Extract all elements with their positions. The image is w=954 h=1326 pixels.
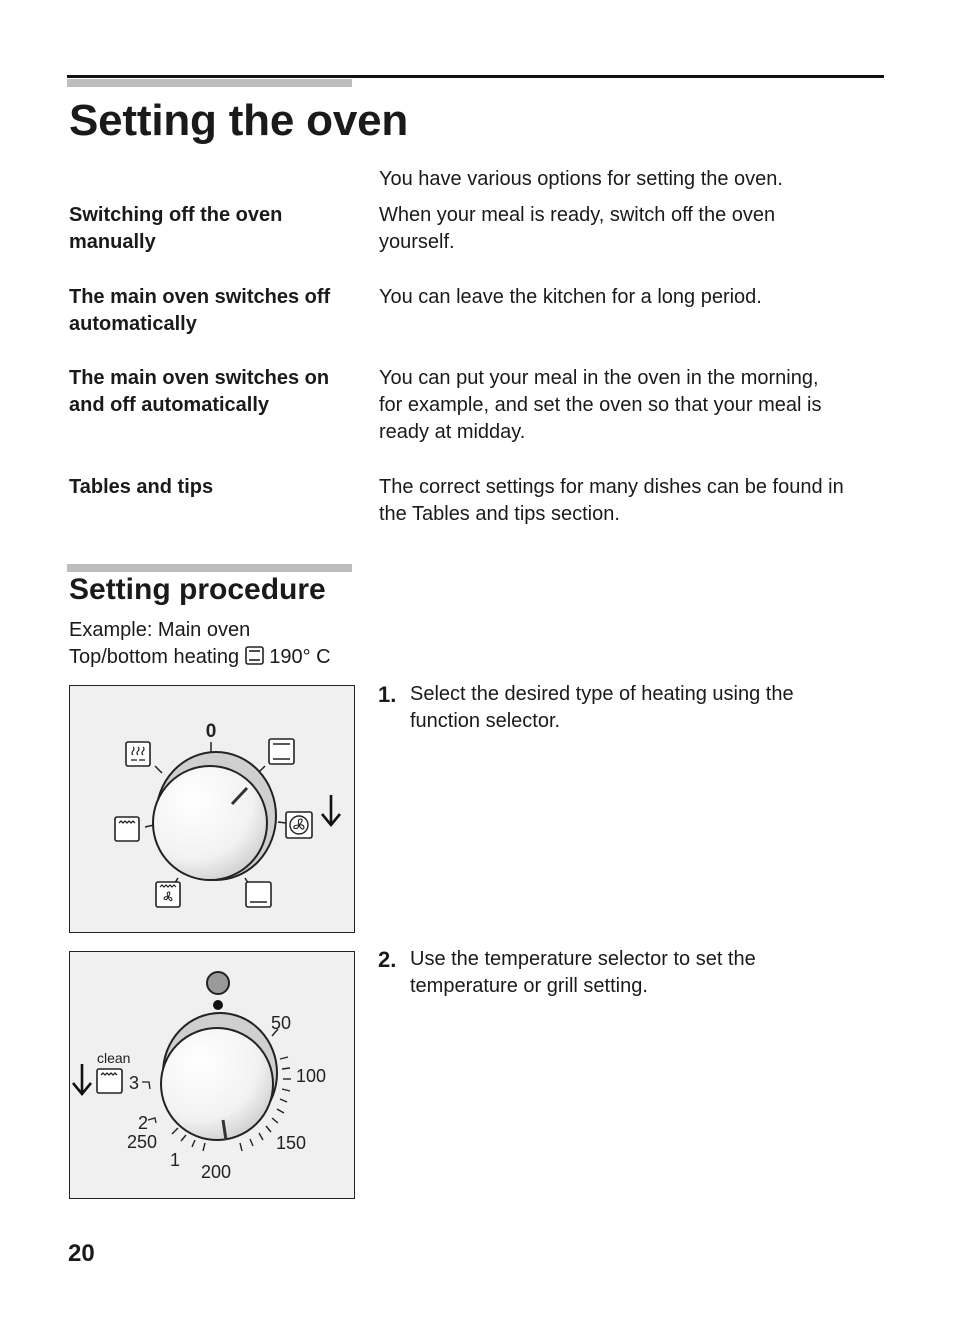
section-rule (67, 564, 352, 572)
function-selector-figure (69, 685, 355, 933)
temperature-knob[interactable] (161, 1028, 273, 1140)
temp-label: 50 (271, 1013, 292, 1033)
option-text: You can leave the kitchen for a long period. (379, 286, 762, 308)
defrost-icon (126, 742, 150, 766)
function-knob[interactable] (153, 766, 267, 880)
dial-connector (142, 1082, 150, 1089)
dial-connector (148, 1118, 156, 1123)
top-bottom-heating-icon (269, 739, 294, 764)
temperature-selector-figure (69, 951, 355, 1199)
grill-level-label: 3 (129, 1073, 140, 1093)
option-label: The main oven switches on and off automatically (69, 367, 330, 416)
grill-fan-icon (156, 882, 180, 907)
header-rule-grey (67, 79, 352, 87)
option-text: The correct settings for many dishes can be found in the Tables and tips section. (379, 476, 844, 525)
grill-level-label: 1 (170, 1150, 181, 1170)
down-arrow-icon (73, 1064, 91, 1094)
option-label: Switching off the oven manually (69, 204, 283, 253)
page-number: 20 (68, 1240, 95, 1267)
option-text: When your meal is ready, switch off the oven yourself. (379, 204, 776, 253)
dial-zero-label: 0 (205, 721, 217, 742)
step-number: 1. (378, 682, 397, 707)
intro-text: You have various options for setting the oven. (379, 168, 783, 190)
top-bottom-heating-icon (245, 646, 264, 665)
header-rule-black (67, 75, 884, 78)
step-text: Select the desired type of heating using the function selector. (410, 683, 794, 732)
grill-icon (97, 1069, 122, 1093)
temp-label: 200 (201, 1162, 232, 1182)
temp-label: 250 (127, 1132, 158, 1152)
position-dot (213, 1000, 223, 1010)
indicator-lamp (207, 972, 229, 994)
option-label: Tables and tips (69, 476, 214, 498)
clean-label: clean (97, 1050, 131, 1066)
grill-icon (115, 817, 139, 841)
function-selector-drawing (70, 686, 356, 934)
bottom-heating-icon (246, 882, 271, 907)
step-number: 2. (378, 947, 397, 972)
section-title: Setting procedure (69, 573, 326, 606)
temperature-selector-drawing (70, 952, 356, 1200)
grill-level-label: 2 (138, 1113, 149, 1133)
page-title: Setting the oven (69, 96, 409, 145)
down-arrow-icon (322, 795, 340, 825)
step-text: Use the temperature selector to set the temperature or grill setting. (410, 948, 756, 997)
temp-label: 100 (296, 1066, 327, 1086)
option-label: The main oven switches off automatically (69, 286, 331, 335)
option-text: You can put your meal in the oven in the morning, for example, and set the oven so that your meal is ready at midday. (379, 367, 822, 443)
hot-air-icon (286, 812, 312, 838)
example-text: Example: Main oven Top/bottom heating 190° C (69, 619, 331, 668)
temp-label: 150 (276, 1133, 307, 1153)
